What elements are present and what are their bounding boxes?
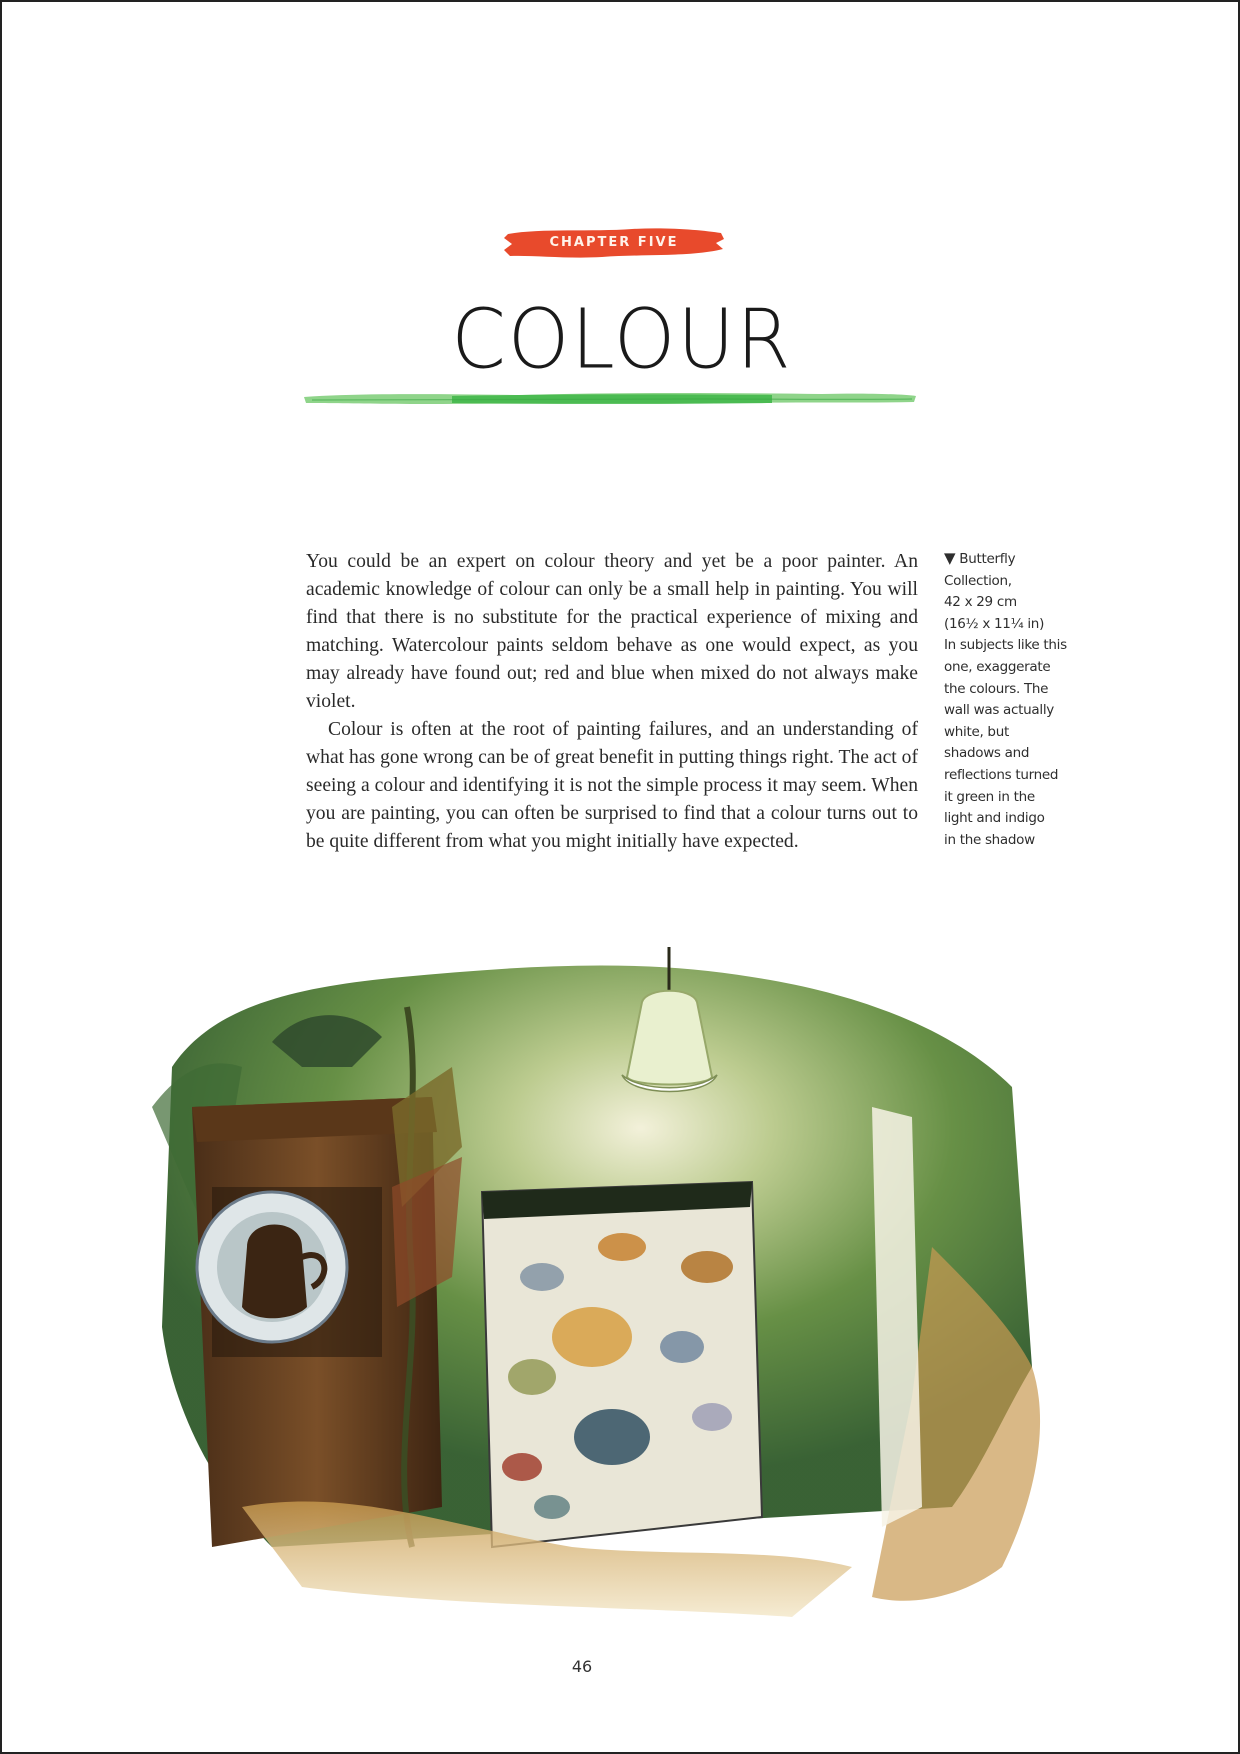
- caption-line: In subjects like this: [944, 637, 1067, 654]
- paragraph-1: You could be an expert on colour theory and yet be a poor painter. An academic knowledge of colour can only be a small help in painting. You will find that there is no substitute for the practical experience of mixing and matching. Watercolour paints seldom behave as one would expect, as you may already have found out; red and blue when mixed do not always make violet.: [306, 551, 918, 712]
- caption-line: Butterfly: [959, 551, 1016, 567]
- caption-line: shadows and: [944, 745, 1030, 762]
- page-number: 46: [571, 1657, 593, 1676]
- caption-line: wall was actually: [944, 702, 1054, 719]
- body-text: [306, 548, 918, 856]
- caption-line: (16½ x 11¼ in): [944, 615, 1045, 632]
- painting-caption: [944, 548, 1076, 851]
- green-brushstroke: [302, 385, 918, 411]
- caption-line: Collection,: [944, 572, 1012, 589]
- caption-line: in the shadow: [944, 831, 1035, 848]
- caption-marker-icon: ▼: [944, 549, 956, 567]
- caption-line: it green in the: [944, 788, 1035, 805]
- caption-line: 42 x 29 cm: [944, 594, 1017, 611]
- chapter-badge: [502, 224, 726, 262]
- paragraph-2: Colour is often at the root of painting failures, and an understanding of what has gone wrong can be of great benefit in putting things right. The act of seeing a colour and identifying it is not the simple process it may seem. When you are painting, you can often be surprised to find that a colour turns out to be quite different from what you might initially have expected.: [306, 719, 918, 852]
- caption-line: white, but: [944, 723, 1009, 740]
- caption-line: reflections turned: [944, 766, 1059, 783]
- butterfly-collection-painting: [152, 947, 1082, 1627]
- caption-line: the colours. The: [944, 680, 1049, 697]
- caption-line: light and indigo: [944, 810, 1045, 827]
- caption-line: one, exaggerate: [944, 658, 1051, 675]
- chapter-label: CHAPTER FIVE: [549, 235, 679, 250]
- chapter-title: COLOUR: [451, 292, 793, 388]
